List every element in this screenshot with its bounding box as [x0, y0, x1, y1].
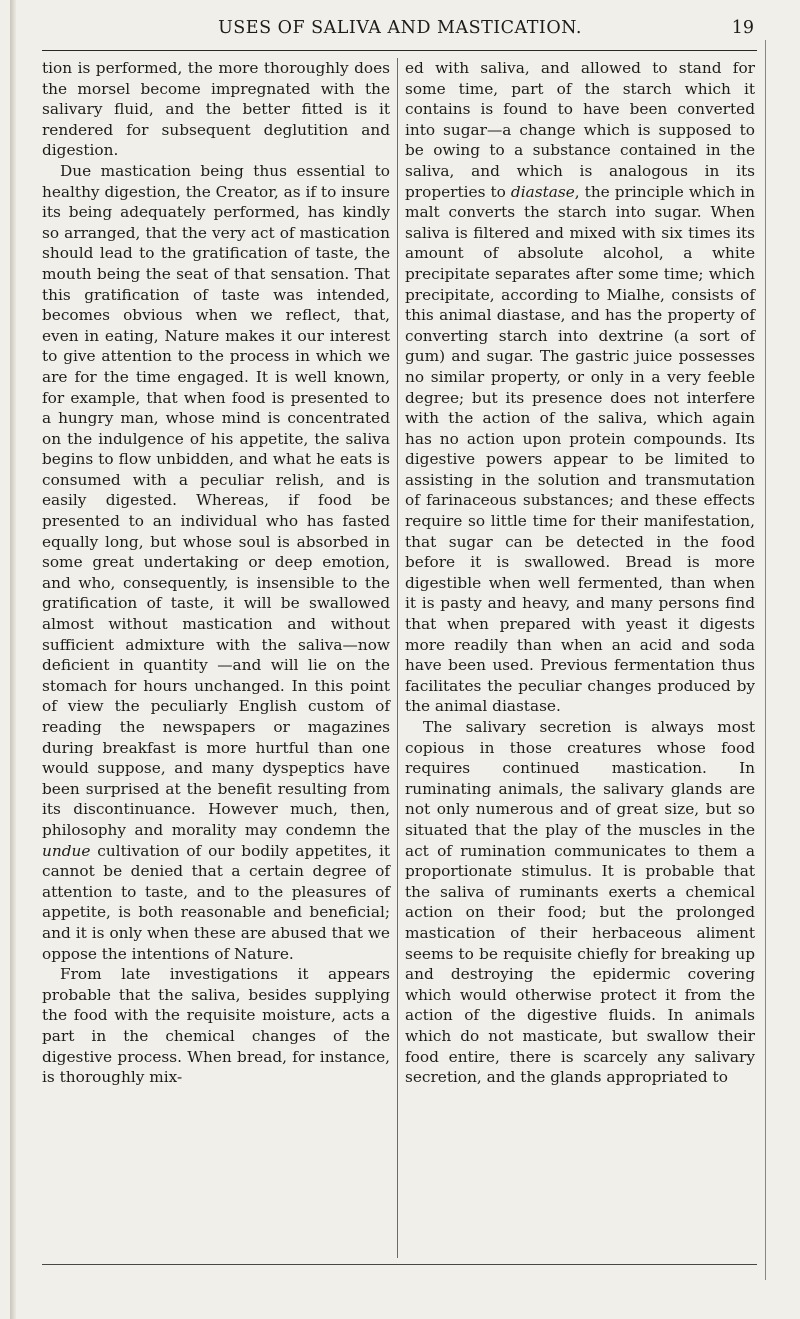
left-column	[42, 58, 390, 1088]
column-divider	[397, 58, 398, 1258]
header-rule	[42, 50, 757, 51]
left-paragraph-3: From late investigations it appears probable that the saliva, besides supplying the food with the requisite moisture, acts a part in the chemical changes of the digestive process. When bread, for instance, is thoroughly mix-	[42, 965, 390, 1087]
page-number: 19	[731, 18, 754, 38]
right-column	[405, 58, 755, 1088]
left-paragraph-2: Due mastication being thus essential to healthy digestion, the Creator, as if to insure its being adequately performed, has kindly so arranged, that the very act of mastication should lead to the gratification of taste, the mouth being the seat of that sensation. That this gratification of taste was intended, becomes obvious when we reflect, that, even in eating, Nature makes it our interest to give attention to the process in which we are for the time engaged. It is well known, for example, that when food is presented to a hungry man, whose mind is concentrated on the indulgence of his appetite, the saliva begins to flow unbidden, and what he eats is consumed with a peculiar relish, and is easily digested. Whereas, if food be presented to an individual who has fasted equally long, but whose soul is absorbed in some great undertaking or deep emotion, and who, consequently, is insensible to the gratification of taste, it will be swallowed almost without mastication and without sufficient admixture with the saliva—now deficient in quantity —and will lie on the stomach for hours unchanged. In this point of view the peculiarly English custom of reading the newspapers or magazines during breakfast is more hurtful than one would suppose, and many dyspeptics have been surprised at the benefit resulting from its discontinuance. However much, then, philosophy and morality may condemn the undue cultivation of our bodily appetites, it cannot be denied that a certain degree of attention to taste, and to the pleasures of appetite, is both reasonable and beneficial; and it is only when these are abused that we oppose the intentions of Nature.	[42, 161, 390, 963]
left-paragraph-1: tion is performed, the more thoroughly does the morsel become impregnated with the salivary fluid, and the better fitted is it rendered for subsequent deglutition and digestion.	[42, 59, 390, 160]
binding-line	[765, 40, 766, 1280]
footer-rule	[42, 1264, 757, 1265]
running-head: USES OF SALIVA AND MASTICATION.	[218, 18, 582, 38]
page-header	[0, 18, 800, 44]
page-edge-shadow	[10, 0, 16, 1319]
italic-word: diastase	[510, 182, 575, 201]
right-paragraph-1: ed with saliva, and allowed to stand for some time, part of the starch which it contains is found to have been converted into sugar—a change which is supposed to be owing to a substance contained in the saliva, and which is analogous in its properties to diastase, the principle which in malt converts the starch into sugar. When saliva is filtered and mixed with six times its amount of absolute alcohol, a white precipitate separates after some time; which precipitate, according to Mialhe, consists of this animal diastase, and has the property of converting starch into dextrine (a sort of gum) and sugar. The gastric juice possesses no similar property, or only in a very feeble degree; but its presence does not interfere with the action of the saliva, which again has no action upon protein compounds. Its digestive powers appear to be limited to assisting in the solution and transmutation of farinaceous substances; and these effects require so little time for their manifestation, that sugar can be detected in the food before it is swallowed. Bread is more digestible when well fermented, than when it is pasty and heavy, and many persons find that when prepared with yeast it digests more readily than when an acid and soda have been used. Previous fermentation thus facilitates the peculiar changes produced by the animal diastase.	[405, 59, 755, 716]
right-paragraph-2: The salivary secretion is always most copious in those creatures whose food requires continued mastication. In ruminating animals, the salivary glands are not only numerous and of great size, but so situated that the play of the muscles in the act of rumination communicates to them a proportionate stimulus. It is probable that the saliva of ruminants exerts a chemical action on their food; but the prolonged mastication of their herbaceous aliment seems to be requisite chiefly for breaking up and destroying the epidermic covering which would otherwise protect it from the action of the digestive fluids. In animals which do not masticate, but swallow their food entire, there is scarcely any salivary secretion, and the glands appropriated to	[405, 718, 755, 1087]
italic-word: undue	[42, 841, 91, 860]
